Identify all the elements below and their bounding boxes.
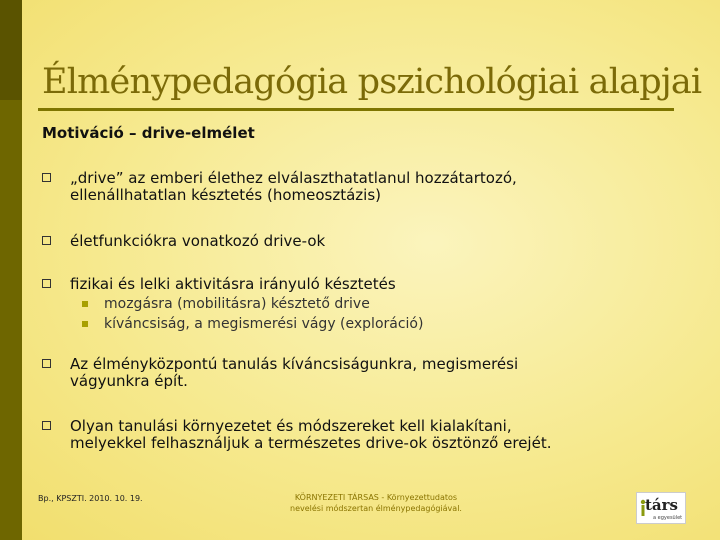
square-bullet-icon (42, 236, 51, 245)
sub-bullet-text: kíváncsiság, a megismerési vágy (exploráció) (104, 316, 424, 332)
left-accent-bar-top (0, 0, 22, 100)
bullet-text-cont: ellenállhatatlan késztetés (homeosztázis) (70, 186, 382, 204)
title-divider (38, 108, 674, 111)
bullet-text: „drive” az emberi élethez elválaszthatatlanul hozzátartozó, (70, 169, 517, 187)
small-square-bullet-icon (82, 321, 88, 327)
tars-logo (636, 492, 686, 524)
footer-date: Bp., KPSZTI. 2010. 10. 19. (38, 494, 143, 503)
bullet-text-cont: melyekkel felhasználjuk a természetes drive-ok ösztönző erejét. (70, 434, 552, 452)
square-bullet-icon (42, 359, 51, 368)
bullet-text: fizikai és lelki aktivitásra irányuló késztetés (70, 275, 396, 293)
square-bullet-icon (42, 279, 51, 288)
bullet-text-cont: vágyunkra épít. (70, 372, 188, 390)
footer-organization (262, 492, 490, 514)
bullet-text: életfunkciókra vonatkozó drive-ok (70, 232, 326, 250)
small-square-bullet-icon (82, 301, 88, 307)
logo-subtext: a egyesület (653, 515, 683, 521)
sub-bullet-text: mozgásra (mobilitásra) késztető drive (104, 296, 370, 312)
bullet-text: Az élményközpontú tanulás kíváncsiságunkra, megismerési (70, 355, 519, 373)
square-bullet-icon (42, 173, 51, 182)
square-bullet-icon (42, 421, 51, 430)
footer-org-line: nevelési módszertan élménypedagógiával. (290, 504, 462, 513)
footer-org-line: KÖRNYEZETI TÁRSAS - Környezettudatos (294, 493, 458, 502)
bullet-text: Olyan tanulási környezetet és módszereket kell kialakítani, (70, 417, 512, 435)
logo-text: társ (645, 496, 678, 514)
slide-title: Élménypedagógia pszichológiai alapjai (42, 62, 702, 102)
slide-subtitle: Motiváció – drive-elmélet (42, 124, 255, 142)
